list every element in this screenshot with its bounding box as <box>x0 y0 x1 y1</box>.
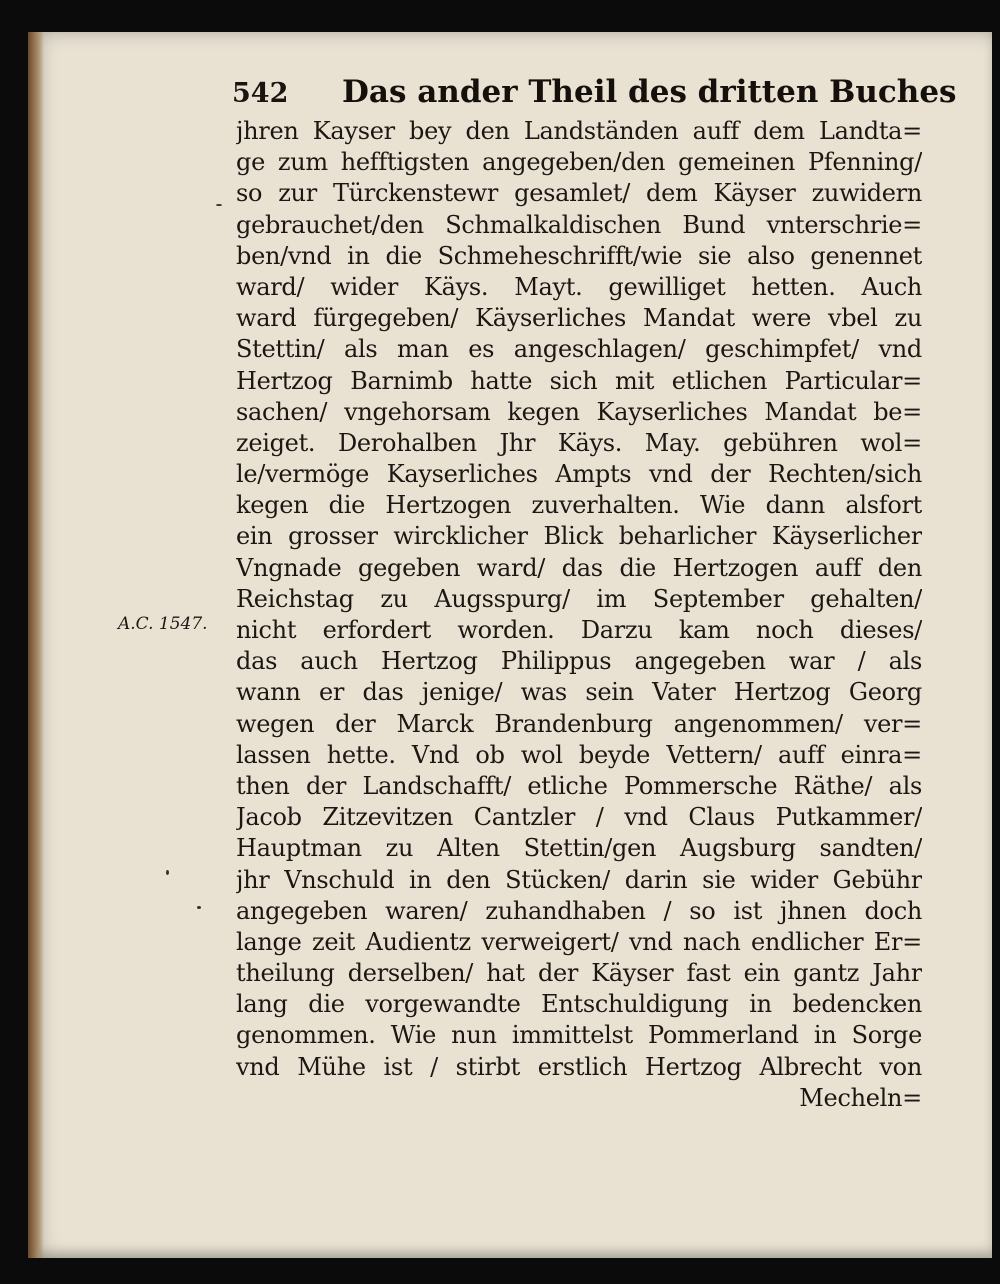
text-line: wann er das jenige/ was sein Vater Hertzog Georg <box>236 678 922 707</box>
page-spine-shadow <box>28 32 44 1258</box>
text-line: gebrauchet/den Schmalkaldischen Bund vnterschrie= <box>236 210 922 239</box>
text-line: Vngnade gegeben ward/ das die Hertzogen auff den <box>236 553 922 582</box>
text-line: le/vermöge Kayserliches Ampts vnd der Rechten/sich <box>236 460 922 489</box>
text-line: nicht erfordert worden. Darzu kam noch dieses/ <box>236 616 922 644</box>
text-line: das auch Hertzog Philippus angegeben war / als <box>236 647 922 676</box>
text-line: then der Landschafft/ etliche Pommersche Räthe/ als <box>236 771 922 800</box>
text-line: so zur Türckenstewr gesamlet/ dem Käyser zuwidern <box>236 179 922 208</box>
text-line: Reichstag zu Augsspurg/ im September gehalten/ <box>236 584 922 613</box>
text-line: sachen/ vngehorsam kegen Kayserliches Mandat be= <box>236 397 922 426</box>
text-line: Hauptman zu Alten Stettin/gen Augsburg sandten/ <box>236 834 922 863</box>
text-line: jhr Vnschuld in den Stücken/ darin sie wider Gebühr <box>236 865 922 894</box>
text-line: lassen hette. Vnd ob wol beyde Vettern/ auff einra= <box>236 740 922 769</box>
text-line: Hertzog Barnimb hatte sich mit etlichen Particular= <box>236 366 922 395</box>
text-line: ward/ wider Käys. Mayt. gewilliget hetten. Auch <box>236 272 922 301</box>
running-title: Das ander Theil des dritten Buches <box>342 74 957 110</box>
text-line: kegen die Hertzogen zuverhalten. Wie dann alsfort <box>236 491 922 520</box>
text-line: jhren Kayser bey den Landständen auff dem Landta= <box>236 117 922 145</box>
text-line: Jacob Zitzevitzen Cantzler / vnd Claus Putkammer/ <box>236 803 922 832</box>
page-header <box>232 74 957 120</box>
page-number: 542 <box>232 78 289 109</box>
text-line: genommen. Wie nun immittelst Pommerland in Sorge <box>236 1021 922 1050</box>
catchword: Mecheln= <box>799 1083 922 1112</box>
ink-speck <box>166 870 169 875</box>
text-line: angegeben waren/ zuhandhaben / so ist jhnen doch <box>236 896 922 925</box>
margin-note-year: A.C. 1547. <box>118 614 208 634</box>
text-line: theilung derselben/ hat der Käyser fast ein gantz Jahr <box>236 959 922 988</box>
ink-speck <box>216 204 222 206</box>
text-line: ge zum hefftigsten angegeben/den gemeinen Pfenning/ <box>236 148 922 177</box>
text-line: Stettin/ als man es angeschlagen/ geschimpfet/ vnd <box>236 335 922 364</box>
text-line: ben/vnd in die Schmeheschrifft/wie sie also genennet <box>236 241 922 270</box>
text-line: ward fürgegeben/ Käyserliches Mandat were vbel zu <box>236 304 922 333</box>
body-text <box>236 116 922 1114</box>
text-line: wegen der Marck Brandenburg angenommen/ ver= <box>236 709 922 738</box>
text-line: lang die vorgewandte Entschuldigung in bedencken <box>236 990 922 1019</box>
text-line: lange zeit Audientz verweigert/ vnd nach endlicher Er= <box>236 927 922 956</box>
text-line: zeiget. Derohalben Jhr Käys. May. gebühren wol= <box>236 428 922 457</box>
text-line: ein grosser wircklicher Blick beharlicher Käyserlicher <box>236 522 922 551</box>
text-line: vnd Mühe ist / stirbt erstlich Hertzog Albrecht von <box>236 1052 922 1081</box>
ink-speck <box>197 906 201 909</box>
